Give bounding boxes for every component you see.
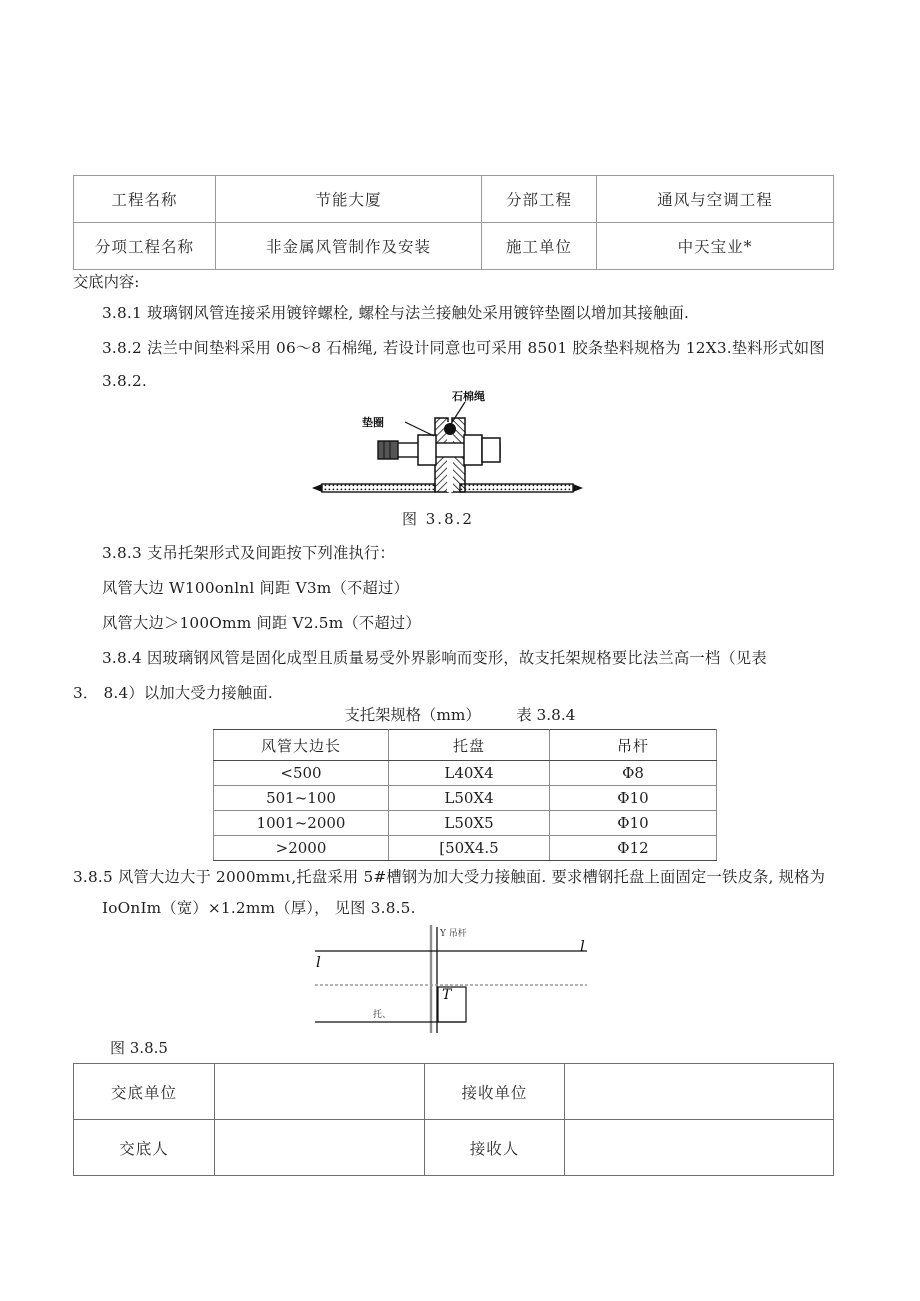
cell-tray: [50X4.5 bbox=[389, 836, 550, 861]
signoff-label-issuer: 交底人 bbox=[74, 1120, 215, 1176]
info-label-subitem-name: 分项工程名称 bbox=[74, 223, 216, 270]
cell-tray: L50X4 bbox=[389, 786, 550, 811]
table-row bbox=[214, 811, 717, 836]
paragraph-3-8-4-line2: 3． 8.4）以加大受力接触面. bbox=[73, 684, 273, 702]
figure-3-8-5 bbox=[285, 925, 615, 1037]
info-value-division: 通风与空调工程 bbox=[597, 176, 834, 223]
paragraph-3-8-2-line2: 3.8.2. bbox=[102, 372, 147, 390]
info-label-contractor: 施工单位 bbox=[482, 223, 597, 270]
project-info-table bbox=[73, 175, 834, 270]
table-row bbox=[74, 223, 834, 270]
info-value-project-name: 节能大厦 bbox=[216, 176, 482, 223]
cell-tray: L40X4 bbox=[389, 761, 550, 786]
table-row bbox=[214, 761, 717, 786]
paragraph-3-8-5-line2: IoOnIm（宽）×1.2mm（厚）， 见图 3.8.5. bbox=[102, 899, 416, 917]
figure-label-washer: 垫圈 bbox=[362, 416, 384, 429]
paragraph-3-8-4-line1: 3.8.4 因玻璃钢风管是固化成型且质量易受外界影响而变形，故支托架规格要比法兰高一档（见表 bbox=[102, 649, 767, 667]
cell-duct-side: <500 bbox=[214, 761, 389, 786]
cell-rod: Φ10 bbox=[550, 811, 717, 836]
signoff-label-receiver: 接收人 bbox=[425, 1120, 565, 1176]
channel-steel-tray-diagram bbox=[285, 925, 615, 1037]
spec-table-number: 表 3.8.4 bbox=[516, 706, 576, 724]
cell-duct-side: 501~100 bbox=[214, 786, 389, 811]
cell-rod: Φ12 bbox=[550, 836, 717, 861]
figure-label-t: T bbox=[442, 987, 452, 1003]
intro-line: 交底内容: bbox=[73, 273, 140, 291]
figure-3-8-5-caption: 图 3.8.5 bbox=[110, 1039, 168, 1057]
cell-rod: Φ10 bbox=[550, 786, 717, 811]
figure-label-l-left: l bbox=[316, 953, 321, 971]
column-header-duct-side: 风管大边长 bbox=[214, 730, 389, 761]
cell-rod: Φ8 bbox=[550, 761, 717, 786]
signoff-field-issuing-unit[interactable] bbox=[215, 1064, 425, 1120]
table-row bbox=[74, 1120, 834, 1176]
spec-table-title: 支托架规格（mm） bbox=[344, 706, 481, 724]
support-spec-table bbox=[213, 729, 717, 861]
paragraph-3-8-3-line3: 风管大边＞100Omm 间距 V2.5m（不超过） bbox=[102, 614, 421, 632]
table-row bbox=[74, 1064, 834, 1120]
paragraph-3-8-3-line2: 风管大边 W100onlnl 间距 V3m（不超过） bbox=[102, 579, 409, 597]
info-label-division: 分部工程 bbox=[482, 176, 597, 223]
signoff-label-receiving-unit: 接收单位 bbox=[425, 1064, 565, 1120]
spec-table-caption bbox=[0, 703, 920, 725]
signoff-field-receiving-unit[interactable] bbox=[565, 1064, 834, 1120]
cell-duct-side: 1001~2000 bbox=[214, 811, 389, 836]
figure-label-asbestos-rope: 石棉绳 bbox=[452, 390, 485, 403]
figure-3-8-2-caption: 图 3.8.2 bbox=[402, 510, 474, 528]
figure-label-tray: 托、 bbox=[373, 1010, 392, 1020]
figure-label-hanger-rod: Y 吊杆 bbox=[440, 929, 467, 939]
cell-tray: L50X5 bbox=[389, 811, 550, 836]
signoff-field-issuer[interactable] bbox=[215, 1120, 425, 1176]
table-row bbox=[214, 786, 717, 811]
info-value-contractor: 中天宝业* bbox=[597, 223, 834, 270]
info-value-subitem-name: 非金属风管制作及安装 bbox=[216, 223, 482, 270]
signoff-label-issuing-unit: 交底单位 bbox=[74, 1064, 215, 1120]
signoff-field-receiver[interactable] bbox=[565, 1120, 834, 1176]
paragraph-3-8-3-line1: 3.8.3 支吊托架形式及间距按下列准执行： bbox=[102, 544, 395, 562]
figure-label-l-right: l bbox=[580, 937, 585, 955]
signoff-table bbox=[73, 1063, 834, 1176]
table-header-row bbox=[214, 730, 717, 761]
paragraph-3-8-5-line1: 3.8.5 风管大边大于 2000mmι,托盘采用 5#槽钢为加大受力接触面. 要求槽钢托盘上面固定一铁皮条, 规格为 bbox=[73, 868, 826, 886]
cell-duct-side: >2000 bbox=[214, 836, 389, 861]
table-row bbox=[214, 836, 717, 861]
column-header-tray: 托盘 bbox=[389, 730, 550, 761]
paragraph-3-8-1: 3.8.1 玻璃钢风管连接采用镀锌螺栓, 螺栓与法兰接触处采用镀锌垫圈以增加其接触面. bbox=[102, 304, 690, 322]
table-row bbox=[74, 176, 834, 223]
paragraph-3-8-2-line1: 3.8.2 法兰中间垫料采用 06～8 石棉绳, 若设计同意也可采用 8501 胶条垫料规格为 12X3.垫料形式如图 bbox=[102, 339, 825, 357]
info-label-project-name: 工程名称 bbox=[74, 176, 216, 223]
column-header-rod: 吊杆 bbox=[550, 730, 717, 761]
